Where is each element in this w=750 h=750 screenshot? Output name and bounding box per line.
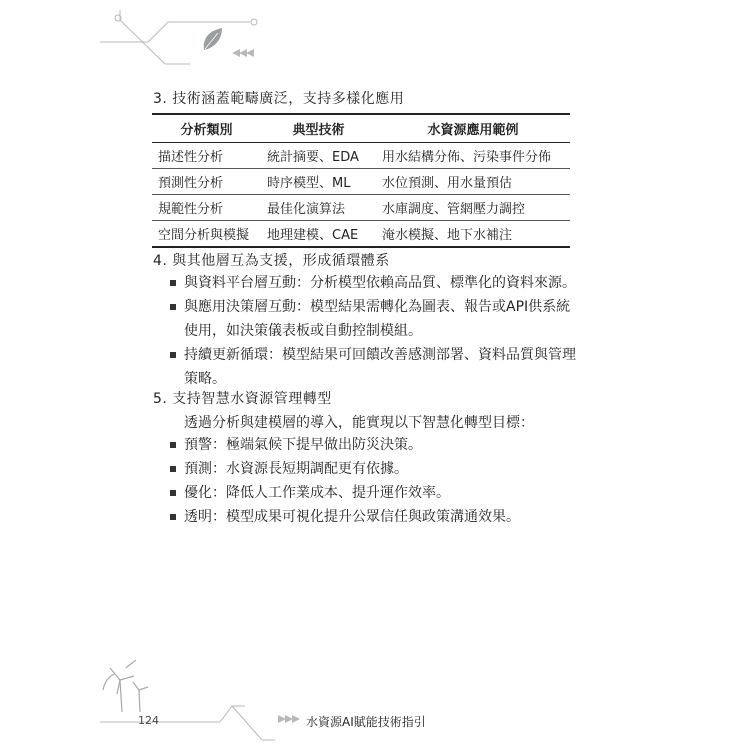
square-bullet-icon	[170, 514, 176, 520]
table-row	[152, 195, 570, 221]
square-bullet-icon	[170, 352, 176, 358]
leaf-icon	[204, 28, 222, 50]
square-bullet-icon	[170, 466, 176, 472]
table-row	[152, 221, 570, 248]
section-5-list	[168, 433, 520, 529]
list-item-text: 透明：模型成果可視化提升公眾信任與政策溝通效果。	[184, 509, 520, 525]
square-bullet-icon	[170, 442, 176, 448]
list-item	[168, 295, 576, 343]
table-cell: 統計摘要、EDA	[261, 143, 376, 169]
table-cell: 預測性分析	[152, 169, 261, 195]
list-item-text: 持續更新循環：模型結果可回饋改善感測部署、資料品質與管理	[184, 347, 576, 363]
list-item-text: 與應用決策層互動：模型結果需轉化為圖表、報告或API供系統	[184, 299, 571, 315]
header-decoration	[0, 0, 750, 80]
list-item	[168, 505, 520, 529]
list-item-text: 預警：極端氣候下提早做出防災決策。	[184, 437, 422, 453]
wind-turbine-icon	[103, 660, 148, 712]
list-item	[168, 343, 576, 391]
book-title: 水資源AI賦能技術指引	[306, 715, 426, 729]
section-4-title: 4. 與其他層互為支援，形成循環體系	[153, 253, 390, 269]
arrows-icon	[278, 715, 300, 723]
table-cell: 時序模型、ML	[261, 169, 376, 195]
table-header-row	[152, 114, 570, 143]
list-item	[168, 271, 576, 295]
list-item-text-continued: 使用，如決策儀表板或自動控制模組。	[184, 323, 422, 339]
analysis-table	[152, 113, 570, 248]
section-4-list	[168, 271, 576, 391]
table-row	[152, 143, 570, 169]
column-header: 水資源應用範例	[376, 114, 570, 143]
section-5-title: 5. 支持智慧水資源管理轉型	[153, 391, 332, 407]
arrows-icon	[232, 49, 254, 57]
list-item-text-continued: 策略。	[184, 371, 226, 387]
list-item	[168, 481, 520, 505]
column-header: 分析類別	[152, 114, 261, 143]
list-item-text: 與資料平台層互動：分析模型依賴高品質、標準化的資料來源。	[184, 275, 576, 291]
table-cell: 水庫調度、管網壓力調控	[376, 195, 570, 221]
square-bullet-icon	[170, 280, 176, 286]
table-cell: 地理建模、CAE	[261, 221, 376, 248]
table-cell: 用水結構分佈、污染事件分佈	[376, 143, 570, 169]
square-bullet-icon	[170, 490, 176, 496]
table-cell: 水位預測、用水量預估	[376, 169, 570, 195]
list-item	[168, 457, 520, 481]
page-number: 124	[138, 714, 159, 727]
list-item-text: 優化：降低人工作業成本、提升運作效率。	[184, 485, 450, 501]
section-3-title: 3. 技術涵蓋範疇廣泛，支持多樣化應用	[153, 91, 405, 107]
list-item	[168, 433, 520, 457]
table-cell: 空間分析與模擬	[152, 221, 261, 248]
column-header: 典型技術	[261, 114, 376, 143]
table-cell: 描述性分析	[152, 143, 261, 169]
table-cell: 最佳化演算法	[261, 195, 376, 221]
list-item-text: 預測：水資源長短期調配更有依據。	[184, 461, 408, 477]
table-cell: 規範性分析	[152, 195, 261, 221]
square-bullet-icon	[170, 304, 176, 310]
table-row	[152, 169, 570, 195]
table-cell: 淹水模擬、地下水補注	[376, 221, 570, 248]
section-5-intro: 透過分析與建模層的導入，能實現以下智慧化轉型目標：	[184, 415, 534, 431]
